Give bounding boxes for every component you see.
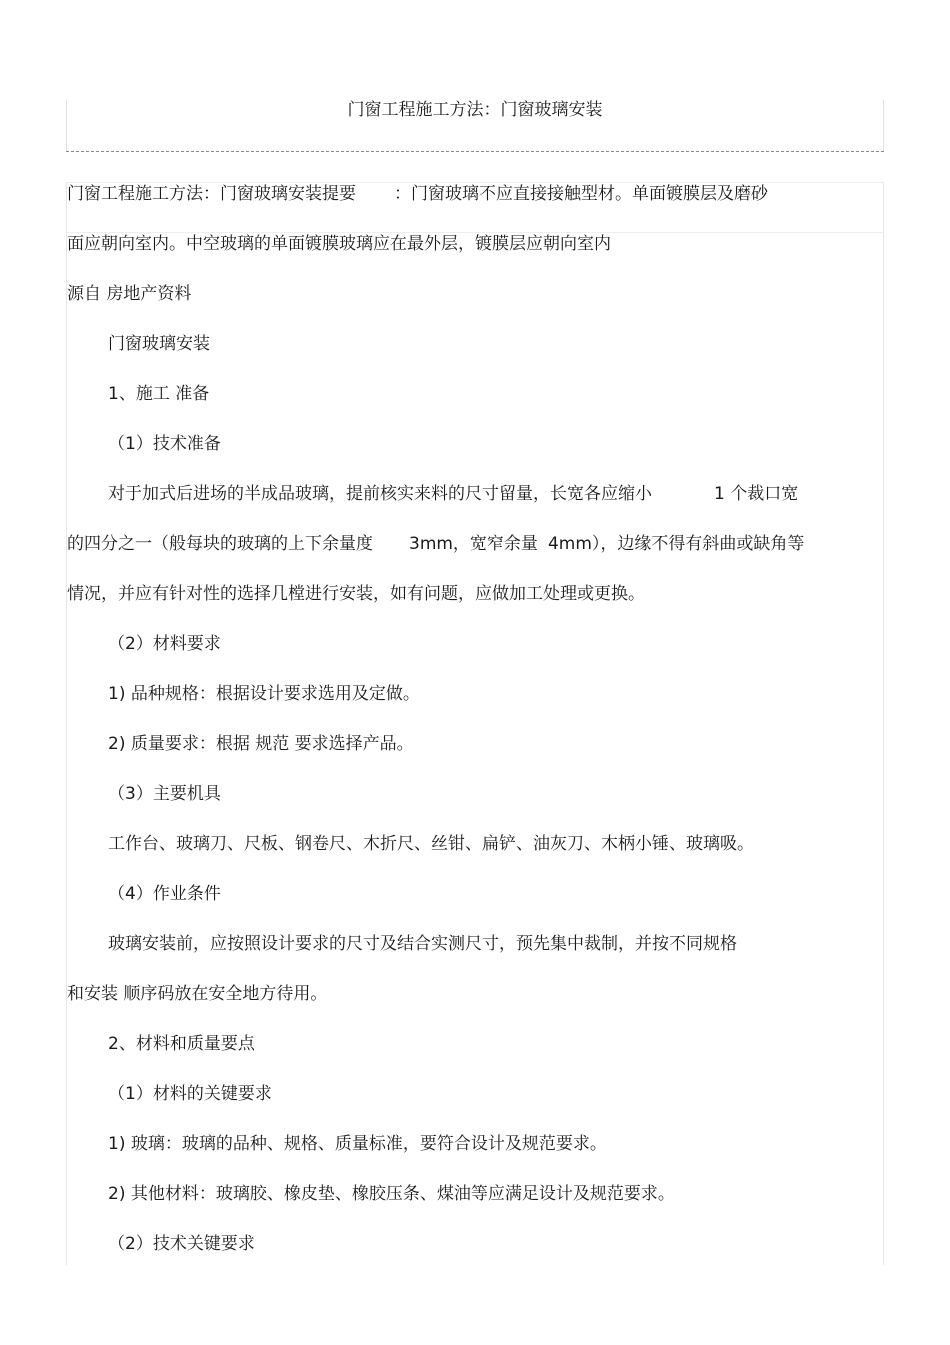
subheading-1-3: （3）主要机具 (108, 784, 221, 804)
paragraph-1-line-2 (67, 532, 804, 556)
paragraph-4-line-2: 和安装 顺序码放在安全地方待用。 (67, 984, 328, 1004)
paragraph-1-line-1 (108, 482, 798, 506)
subheading-1-2: （2）材料要求 (108, 634, 221, 654)
header-frame-right (883, 100, 884, 152)
paragraph-1-line-2-a: 的四分之一（般每块的玻璃的上下余量度 (67, 534, 373, 554)
intro-label: 门窗工程施工方法：门窗玻璃安装提要 (67, 184, 356, 204)
section-title: 门窗玻璃安装 (108, 334, 210, 354)
key-item-1: 1) 玻璃：玻璃的品种、规格、质量标准，要符合设计及规范要求。 (108, 1134, 607, 1154)
paragraph-4-line-1: 玻璃安装前，应按照设计要求的尺寸及结合实测尺寸，预先集中裁制，并按不同规格 (108, 934, 737, 954)
subheading-1-4: （4）作业条件 (108, 884, 221, 904)
heading-1: 1、施工 准备 (108, 384, 210, 404)
paragraph-1-text-a: 对于加式后进场的半成品玻璃，提前核实来料的尺寸留量，长宽各应缩小 (108, 484, 652, 504)
key-item-2: 2) 其他材料：玻璃胶、橡皮垫、橡胶压条、煤油等应满足设计及规范要求。 (108, 1184, 675, 1204)
page-title: 门窗工程施工方法：门窗玻璃安装 (347, 100, 603, 120)
subheading-2-1: （1）材料的关键要求 (108, 1084, 272, 1104)
paragraph-1-line-2-b: 3mm，宽窄余量 (409, 534, 538, 554)
intro-text: ：门窗玻璃不应直接接触型材。单面镀膜层及磨砂 (394, 184, 768, 204)
paragraph-1-text-b: 1 个裁口宽 (714, 484, 799, 504)
material-item-2: 2) 质量要求：根据 规范 要求选择产品。 (108, 734, 414, 754)
tools-list: 工作台、玻璃刀、尺板、钢卷尺、木折尺、丝钳、扁铲、油灰刀、木柄小锤、玻璃吸。 (108, 834, 754, 854)
body-frame-right (883, 182, 884, 1265)
source-line: 源自 房地产资料 (67, 284, 192, 304)
heading-2: 2、材料和质量要点 (108, 1034, 255, 1054)
intro-line-2: 面应朝向室内。中空玻璃的单面镀膜玻璃应在最外层，镀膜层应朝向室内 (67, 234, 611, 254)
paragraph-1-line-2-c: 4mm），边缘不得有斜曲或缺角等 (547, 534, 805, 554)
body-frame-left (66, 182, 67, 1265)
paragraph-1-line-3: 情况，并应有针对性的选择几樘进行安装，如有问题，应做加工处理或更换。 (67, 584, 645, 604)
subheading-1-1: （1）技术准备 (108, 434, 221, 454)
subheading-2-2: （2）技术关键要求 (108, 1234, 255, 1254)
material-item-1: 1) 品种规格：根据设计要求选用及定做。 (108, 684, 420, 704)
intro-line-1 (67, 182, 768, 206)
header-divider (66, 151, 884, 152)
